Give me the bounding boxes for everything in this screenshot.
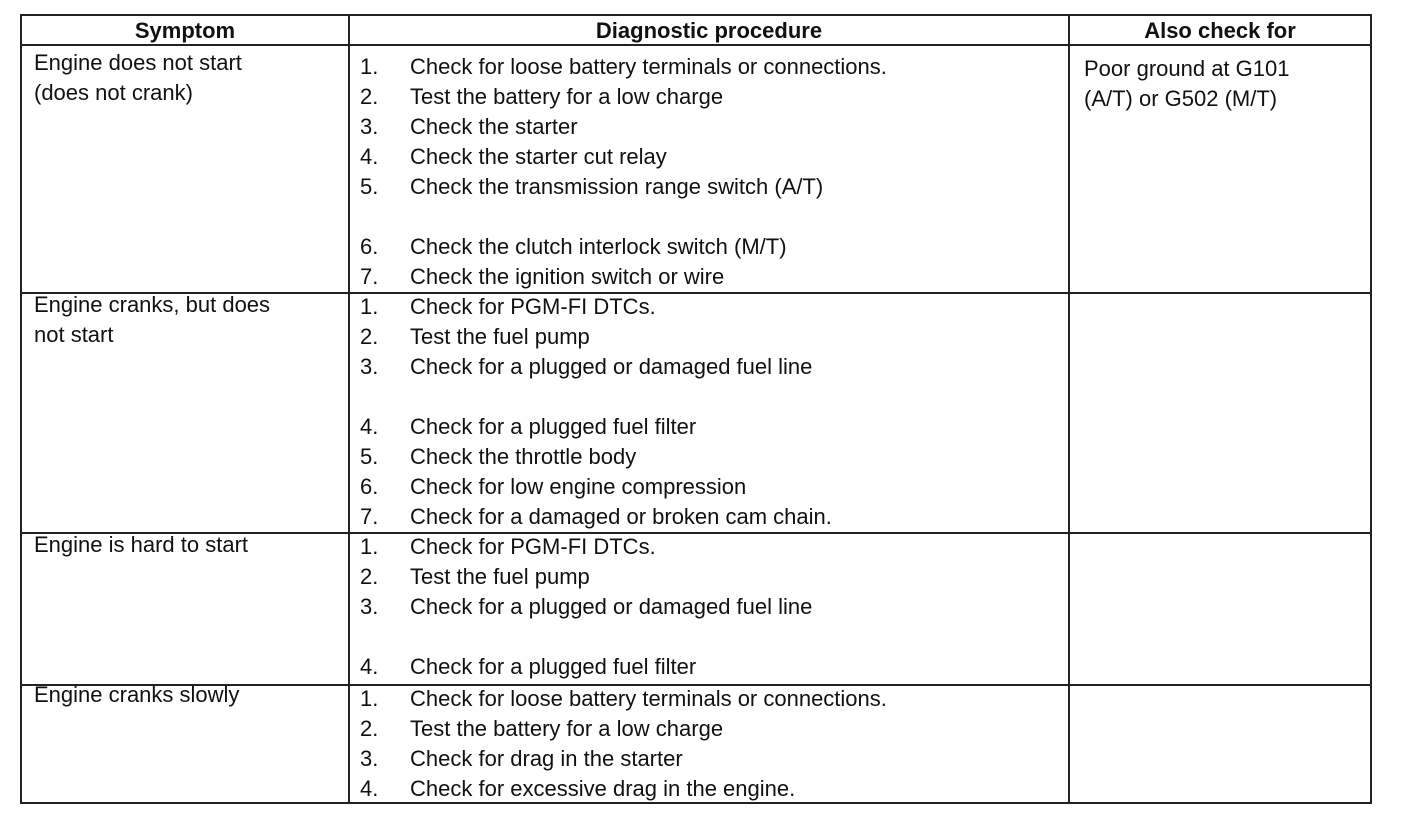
step-text: Check for a plugged fuel filter <box>410 414 697 439</box>
procedure-step <box>360 744 1060 774</box>
procedure-step <box>360 412 1060 442</box>
step-number: 7. <box>360 504 379 529</box>
procedure-step <box>360 292 1060 322</box>
procedure-cell <box>360 52 1060 292</box>
step-text: Check the starter <box>410 114 578 139</box>
step-text: Check the throttle body <box>410 444 637 469</box>
step-number: 3. <box>360 114 379 139</box>
step-text: Check for a plugged fuel filter <box>410 654 697 679</box>
step-text: Check for low engine compression <box>410 474 747 499</box>
step-text: Check the clutch interlock switch (M/T) <box>410 234 787 259</box>
step-text: Check the transmission range switch (A/T) <box>410 174 824 199</box>
step-number: 2. <box>360 84 379 109</box>
step-number: 6. <box>360 234 379 259</box>
step-number: 1. <box>360 54 379 79</box>
procedure-step <box>360 532 1060 562</box>
symptom-cell: Engine cranks slowly <box>34 682 240 707</box>
step-text: Test the fuel pump <box>410 564 590 589</box>
procedure-step <box>360 142 1060 172</box>
procedure-step <box>360 562 1060 592</box>
step-text: Test the fuel pump <box>410 324 590 349</box>
step-text: Test the battery for a low charge <box>410 716 724 741</box>
header-also-check-for: Also check for <box>1144 18 1296 43</box>
step-number: 1. <box>360 534 379 559</box>
procedure-step <box>360 774 1060 804</box>
step-text: Check for loose battery terminals or connections. <box>410 54 887 79</box>
also-check-cell: Poor ground at G101 (A/T) or G502 (M/T) <box>1084 56 1290 111</box>
step-number: 5. <box>360 174 379 199</box>
step-number: 3. <box>360 594 379 619</box>
procedure-cell <box>360 292 1060 532</box>
step-text: Check for PGM-FI DTCs. <box>410 294 656 319</box>
step-number: 5. <box>360 444 379 469</box>
step-text: Test the battery for a low charge <box>410 84 724 109</box>
procedure-step <box>360 52 1060 82</box>
procedure-step <box>360 352 1060 382</box>
header-divider <box>20 44 1372 46</box>
step-text: Check the ignition switch or wire <box>410 264 725 289</box>
step-number: 1. <box>360 686 379 711</box>
procedure-step <box>360 592 1060 622</box>
symptom-cell: Engine cranks, but does not start <box>34 292 271 347</box>
procedure-step <box>360 652 1060 682</box>
step-text: Check for a plugged or damaged fuel line <box>410 354 813 379</box>
step-text: Check for a damaged or broken cam chain. <box>410 504 832 529</box>
step-number: 4. <box>360 776 379 801</box>
symptom-cell: Engine does not start (does not crank) <box>34 50 242 105</box>
symptom-cell: Engine is hard to start <box>34 532 249 557</box>
procedure-step <box>360 502 1060 532</box>
step-text: Check for PGM-FI DTCs. <box>410 534 656 559</box>
step-number: 4. <box>360 414 379 439</box>
procedure-cell <box>360 532 1060 682</box>
procedure-step <box>360 262 1060 292</box>
procedure-step <box>360 472 1060 502</box>
step-number: 2. <box>360 324 379 349</box>
procedure-step <box>360 112 1060 142</box>
procedure-cell <box>360 684 1060 804</box>
procedure-step <box>360 172 1060 202</box>
procedure-step <box>360 442 1060 472</box>
step-number: 1. <box>360 294 379 319</box>
step-number: 3. <box>360 746 379 771</box>
step-number: 7. <box>360 264 379 289</box>
procedure-step <box>360 684 1060 714</box>
procedure-step <box>360 232 1060 262</box>
header-diagnostic-procedure: Diagnostic procedure <box>595 18 823 43</box>
step-number: 6. <box>360 474 379 499</box>
step-number: 2. <box>360 716 379 741</box>
procedure-step <box>360 322 1060 352</box>
procedure-step <box>360 714 1060 744</box>
step-text: Check for a plugged or damaged fuel line <box>410 594 813 619</box>
step-number: 3. <box>360 354 379 379</box>
step-number: 4. <box>360 654 379 679</box>
header-symptom: Symptom <box>134 18 236 43</box>
step-number: 4. <box>360 144 379 169</box>
step-number: 2. <box>360 564 379 589</box>
step-text: Check for drag in the starter <box>410 746 683 771</box>
step-text: Check the starter cut relay <box>410 144 667 169</box>
step-text: Check for loose battery terminals or connections. <box>410 686 887 711</box>
step-text: Check for excessive drag in the engine. <box>410 776 796 801</box>
procedure-step <box>360 82 1060 112</box>
